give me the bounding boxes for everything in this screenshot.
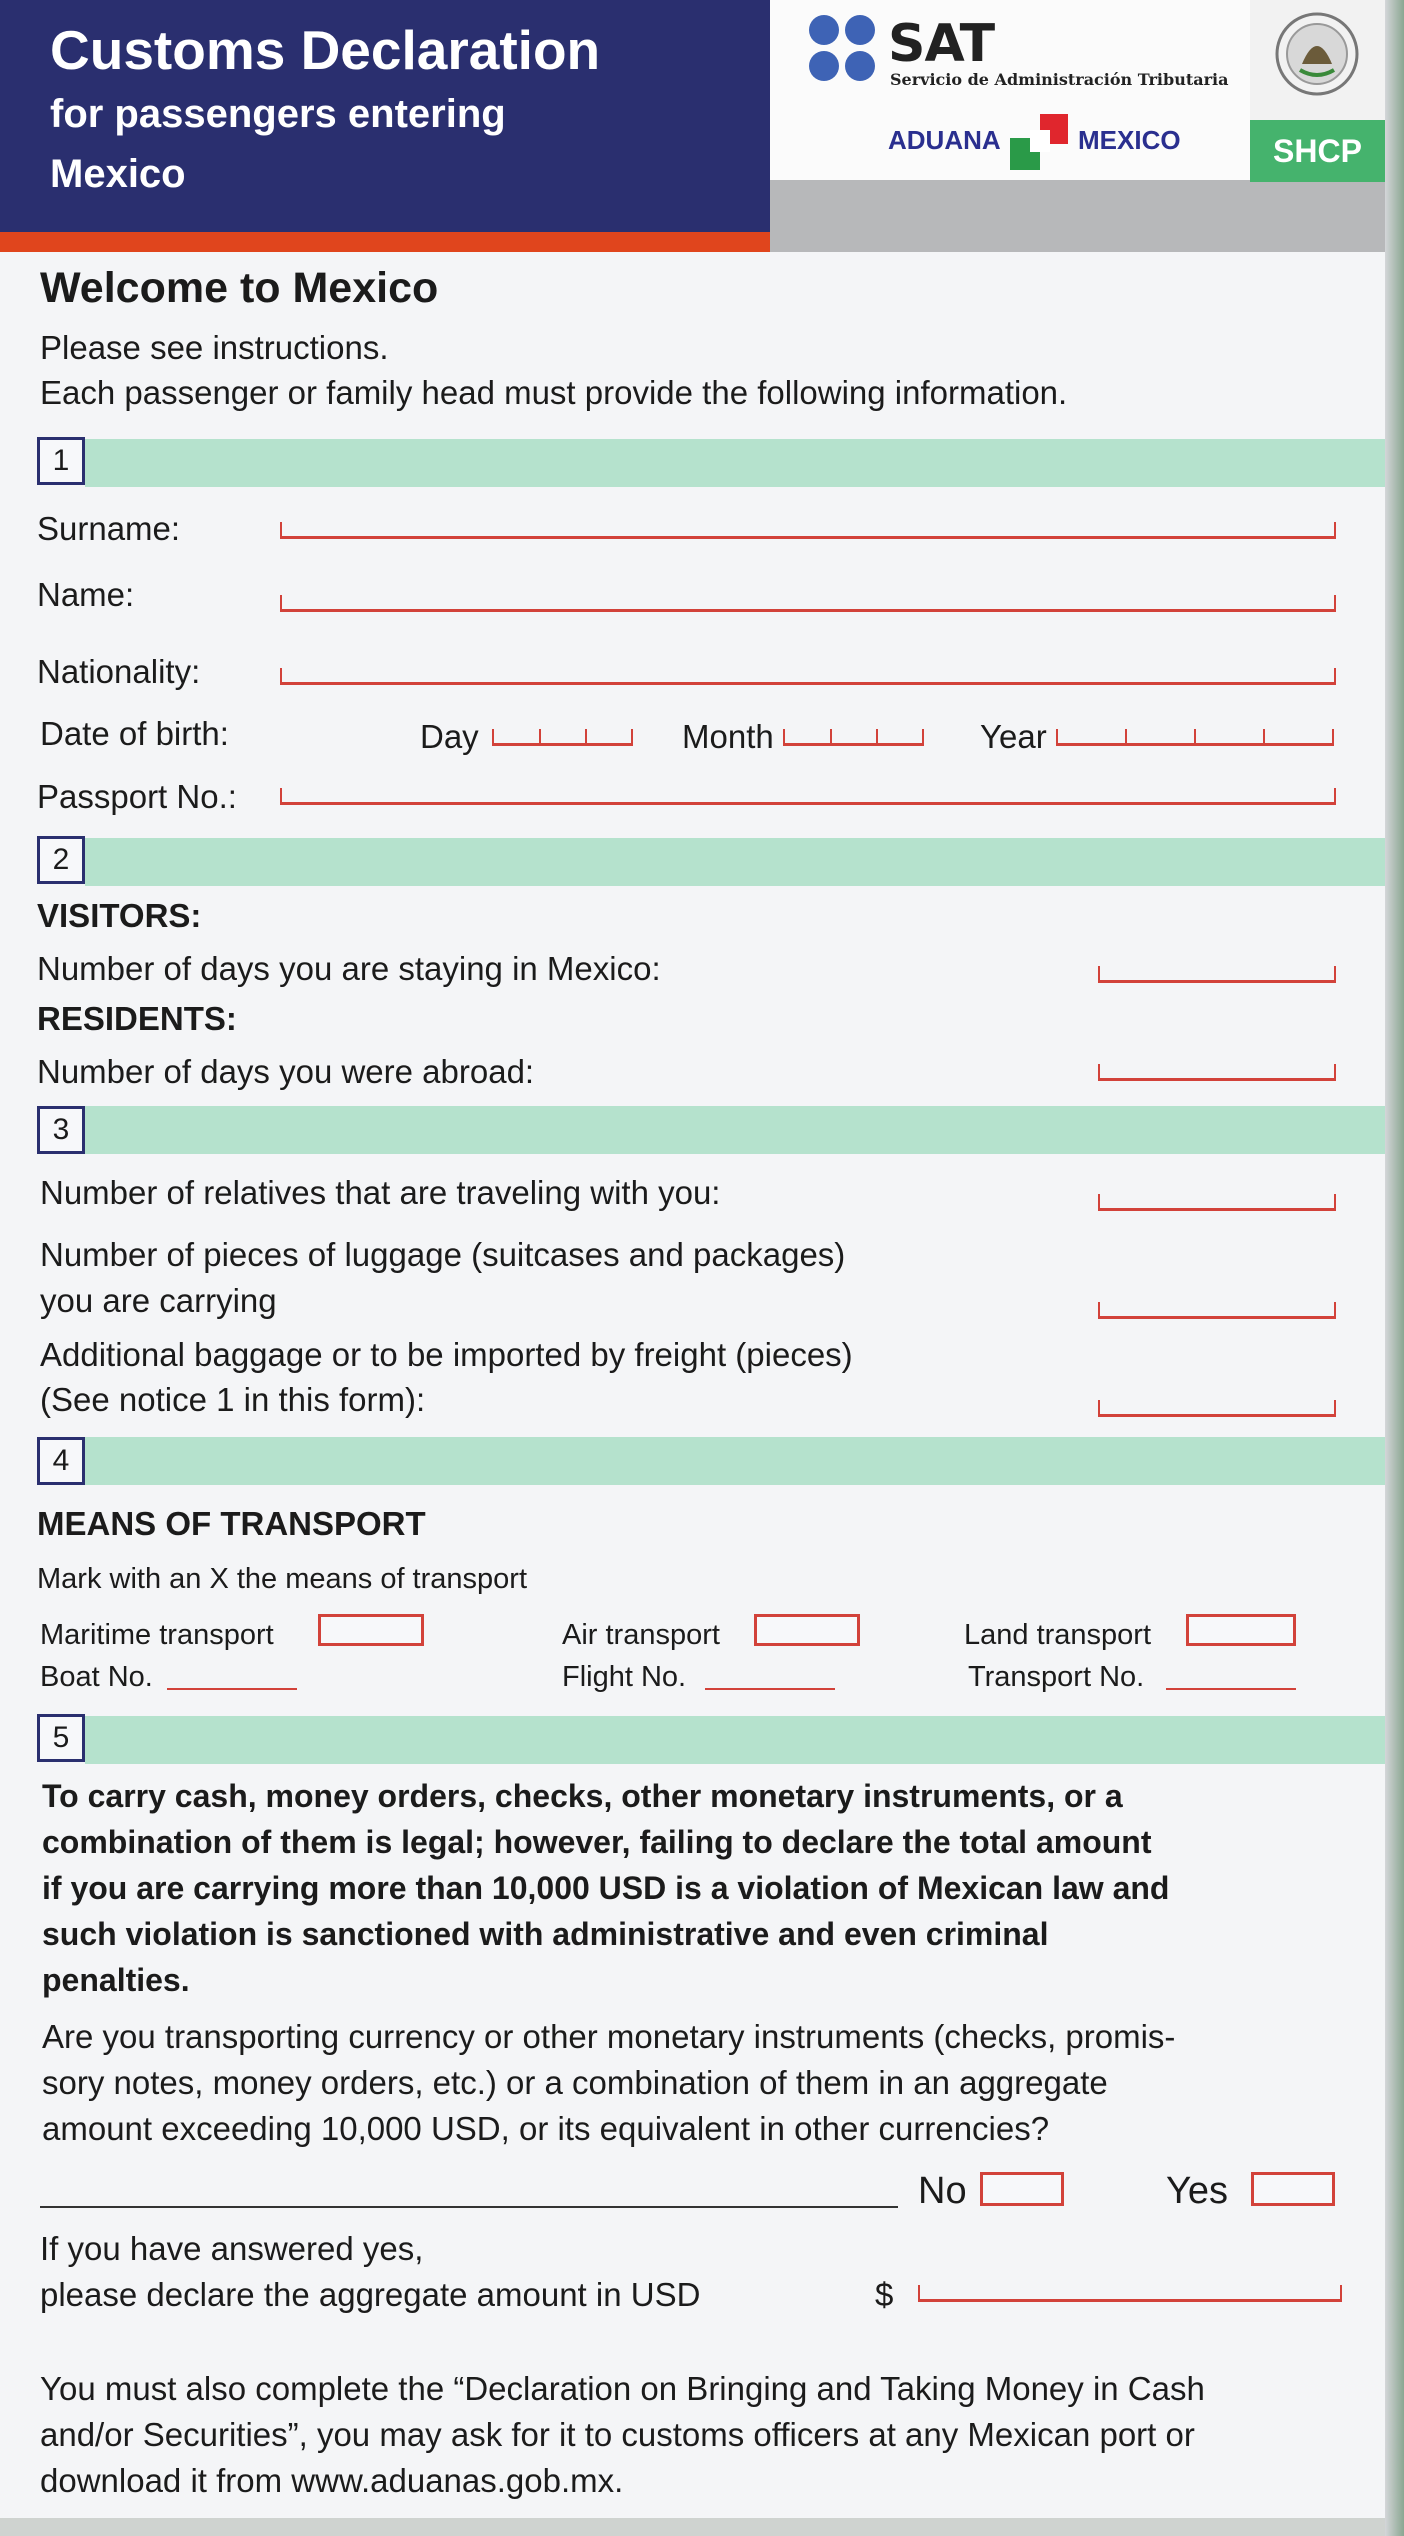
- date-of-birth-label: Date of birth:: [40, 715, 229, 752]
- question-line-1: Are you transporting currency or other monetary instruments (checks, promis-: [42, 2018, 1176, 2055]
- aduana-logo-text: ADUANA: [888, 125, 1001, 155]
- dollar-sign: $: [875, 2276, 894, 2313]
- relatives-question: Number of relatives that are traveling with you:: [40, 1174, 721, 1211]
- yes-checkbox[interactable]: [1251, 2172, 1335, 2206]
- maritime-checkbox[interactable]: [318, 1614, 424, 1646]
- nationality-label: Nationality:: [37, 653, 201, 690]
- year-digit-2[interactable]: [1125, 729, 1194, 746]
- month-digit-3[interactable]: [876, 729, 924, 746]
- additional-baggage-field[interactable]: [1098, 1400, 1336, 1417]
- day-digit-1[interactable]: [492, 729, 539, 746]
- section-3-number: 3: [37, 1106, 85, 1154]
- mexico-seal-icon: [1272, 8, 1362, 104]
- name-field[interactable]: [280, 595, 1336, 612]
- gray-band: [770, 180, 1385, 252]
- form-title: Customs Declaration: [50, 19, 601, 81]
- no-checkbox[interactable]: [980, 2172, 1064, 2206]
- month-digit-1[interactable]: [783, 729, 830, 746]
- surname-label: Surname:: [37, 510, 181, 547]
- visitors-question: Number of days you are staying in Mexico:: [37, 950, 661, 987]
- surname-field[interactable]: [280, 522, 1336, 539]
- residents-question: Number of days you were abroad:: [37, 1053, 535, 1090]
- page-edge: [1385, 0, 1404, 2536]
- warning-line-4: such violation is sanctioned with administrative and even criminal: [42, 1916, 1049, 1952]
- year-digit-3[interactable]: [1194, 729, 1263, 746]
- year-digit-4[interactable]: [1263, 729, 1334, 746]
- boat-no-label: Boat No.: [40, 1661, 153, 1693]
- welcome-title: Welcome to Mexico: [40, 264, 439, 312]
- boat-no-field[interactable]: [167, 1686, 297, 1690]
- air-checkbox[interactable]: [754, 1614, 860, 1646]
- footer-line-1: You must also complete the “Declaration on Bringing and Taking Money in Cash: [40, 2370, 1205, 2407]
- passport-label: Passport No.:: [37, 778, 237, 815]
- air-label: Air transport: [562, 1619, 720, 1651]
- footer-line-2: and/or Securities”, you may ask for it to customs officers at any Mexican port or: [40, 2416, 1195, 2453]
- currency-question: [42, 2014, 1342, 2152]
- year-label: Year: [980, 718, 1047, 755]
- month-label: Month: [682, 718, 774, 755]
- warning-line-3: if you are carrying more than 10,000 USD is a violation of Mexican law and: [42, 1870, 1170, 1906]
- luggage-field[interactable]: [1098, 1302, 1336, 1319]
- month-digit-2[interactable]: [830, 729, 876, 746]
- question-line-2: sory notes, money orders, etc.) or a combination of them in an aggregate: [42, 2064, 1108, 2101]
- visitors-heading: VISITORS:: [37, 897, 202, 934]
- signature-line[interactable]: [40, 2204, 898, 2208]
- land-label: Land transport: [964, 1619, 1152, 1651]
- transport-no-field[interactable]: [1166, 1686, 1296, 1690]
- nationality-field[interactable]: [280, 668, 1336, 685]
- if-yes-line2: please declare the aggregate amount in USD: [40, 2276, 701, 2313]
- section-4-number: 4: [37, 1437, 85, 1485]
- luggage-question-line2: you are carrying: [40, 1282, 277, 1319]
- intro-line1: Please see instructions.: [40, 329, 389, 366]
- year-digit-1[interactable]: [1056, 729, 1125, 746]
- sat-subtitle: Servicio de Administración Tributaria: [890, 70, 1229, 89]
- day-digit-2[interactable]: [539, 729, 585, 746]
- days-abroad-field[interactable]: [1098, 1064, 1336, 1081]
- name-label: Name:: [37, 576, 135, 613]
- aduana-mexico-text: MEXICO: [1078, 125, 1181, 155]
- passport-field[interactable]: [280, 788, 1336, 805]
- footer-line-3: download it from www.aduanas.gob.mx.: [40, 2462, 624, 2499]
- warning-line-1: To carry cash, money orders, checks, other monetary instruments, or a: [42, 1778, 1123, 1814]
- section-2-bar: [85, 838, 1385, 886]
- form-subtitle-line1: for passengers entering: [50, 92, 506, 136]
- footer-notice: [40, 2366, 1370, 2504]
- page-bottom-edge: [0, 2518, 1385, 2536]
- header-red-stripe: [0, 232, 770, 252]
- shcp-logo: SHCP: [1250, 120, 1385, 182]
- section-1-bar: [85, 439, 1385, 487]
- aggregate-amount-field[interactable]: [918, 2285, 1342, 2302]
- section-5-number: 5: [37, 1714, 85, 1762]
- days-staying-field[interactable]: [1098, 966, 1336, 983]
- day-label: Day: [420, 718, 479, 755]
- yes-label: Yes: [1166, 2170, 1228, 2212]
- transport-instruction: Mark with an X the means of transport: [37, 1563, 527, 1595]
- section-3-bar: [85, 1106, 1385, 1154]
- sat-logo-icon: [806, 12, 878, 84]
- sat-logo-text: SAT: [888, 14, 995, 74]
- section-2-number: 2: [37, 836, 85, 884]
- maritime-label: Maritime transport: [40, 1619, 274, 1651]
- section-4-bar: [85, 1437, 1385, 1485]
- transport-heading: MEANS OF TRANSPORT: [37, 1505, 426, 1542]
- relatives-field[interactable]: [1098, 1194, 1336, 1211]
- day-digit-3[interactable]: [585, 729, 633, 746]
- flight-no-label: Flight No.: [562, 1661, 687, 1693]
- luggage-question-line1: Number of pieces of luggage (suitcases and packages): [40, 1236, 846, 1273]
- residents-heading: RESIDENTS:: [37, 1000, 237, 1037]
- transport-no-label: Transport No.: [968, 1661, 1145, 1693]
- legal-warning: [42, 1773, 1348, 2003]
- land-checkbox[interactable]: [1186, 1614, 1296, 1646]
- additional-baggage-line1: Additional baggage or to be imported by freight (pieces): [40, 1336, 853, 1373]
- flight-no-field[interactable]: [705, 1686, 835, 1690]
- if-yes-line1: If you have answered yes,: [40, 2230, 424, 2267]
- intro-line2: Each passenger or family head must provide the following information.: [40, 374, 1068, 411]
- form-subtitle-line2: Mexico: [50, 152, 186, 196]
- warning-line-2: combination of them is legal; however, failing to declare the total amount: [42, 1824, 1152, 1860]
- warning-line-5: penalties.: [42, 1962, 190, 1998]
- question-line-3: amount exceeding 10,000 USD, or its equivalent in other currencies?: [42, 2110, 1050, 2147]
- section-5-bar: [85, 1716, 1385, 1764]
- aduana-logo-icon: [1010, 112, 1070, 172]
- additional-baggage-line2: (See notice 1 in this form):: [40, 1381, 426, 1418]
- no-label: No: [918, 2170, 967, 2212]
- section-1-number: 1: [37, 437, 85, 485]
